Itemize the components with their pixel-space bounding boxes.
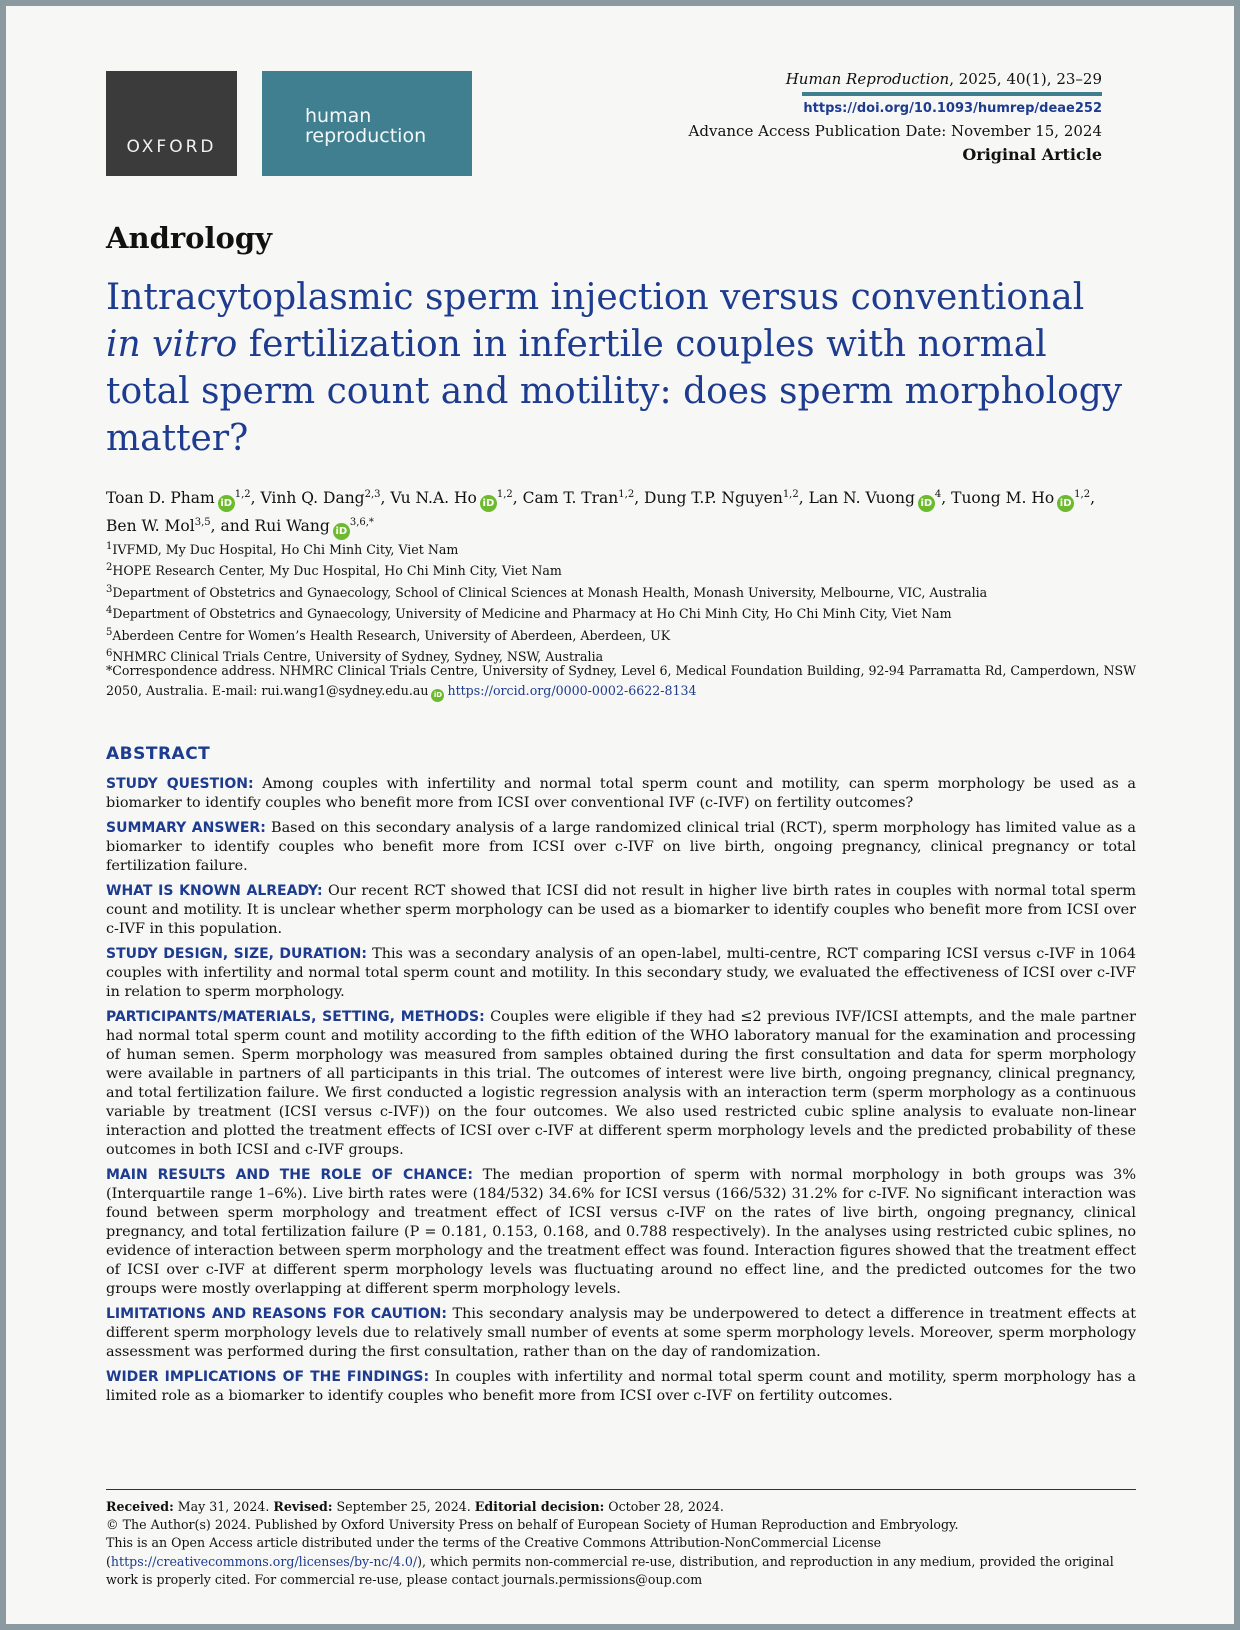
- journal-logo-line1: human: [305, 105, 372, 127]
- journal-citation: Human Reproduction, 2025, 40(1), 23–29: [785, 70, 1102, 88]
- author: Dung T.P. Nguyen$^{1,2}$: [644, 489, 799, 508]
- author: Ben W. Mol$^{3,5}$: [106, 517, 211, 536]
- copyright: © The Author(s) 2024. Published by Oxford University Press on behalf of European Society of Human Reproduction and Embryology.: [106, 1517, 959, 1533]
- abstract-paragraph: LIMITATIONS AND REASONS FOR CAUTION: This secondary analysis may be underpowered to detect a difference in treatment effects at different sperm morphology levels due to relatively small number of events at some sperm morphology levels. Moreover, sperm morphology assessment was performed during the first consultation, rather than on the day of randomization.: [106, 1306, 1137, 1360]
- abstract-paragraph: SUMMARY ANSWER: Based on this secondary analysis of a large randomized clinical trial (RCT), sperm morphology has limited value as a biomarker to identify couples who benefit more from ICSI over c-IVF on live birth, ongoing pregnancy, clinical pregnancy or total fertilization failure.: [106, 820, 1137, 874]
- author: Cam T. Tran$^{1,2}$: [522, 489, 635, 508]
- license: This is an Open Access article distributed under the terms of the Creative Commons Attribution-NonCommercial License (https://creativecommons.org/licenses/by-nc/4.0/), which permits non-commercial re-use, distribution, and reproduction in any medium, provided the original work is properly cited. For commercial re-use, please contact journals.permissions@oup.com: [106, 1535, 1114, 1587]
- affiliation: $^3$Department of Obstetrics and Gynaecology, School of Clinical Sciences at Monash Health, Monash University, Melbourne, VIC, Australia: [106, 583, 988, 600]
- license-link[interactable]: https://creativecommons.org/licenses/by-nc/4.0/: [110, 1553, 418, 1569]
- journal-logo-line2: reproduction: [305, 125, 427, 147]
- section-heading: Andrology: [106, 221, 272, 255]
- abstract-paragraph: PARTICIPANTS/MATERIALS, SETTING, METHODS: Couples were eligible if they had ≤2 previous IVF/ICSI attempts, and the male partner had normal total sperm count and motility according to the fifth edition of the WHO laboratory manual for the examination and processing of human semen. Sperm morphology was measured from samples obtained during the first consultation and data for sperm morphology were available in partners of all participants in this trial. The outcomes of interest were live birth, ongoing pregnancy, clinical pregnancy, and total fertilization failure. We first conducted a logistic regression analysis with an interaction term (sperm morphology as a continuous variable by treatment (ICSI versus c-IVF)) on the four outcomes. We also used restricted cubic spline analysis to evaluate non-linear interaction and plotted the treatment effects of ICSI over c-IVF at different sperm morphology levels and the predicted probability of these outcomes in both ICSI and c-IVF groups.: [106, 1009, 1136, 1158]
- orcid-icon[interactable]: iD: [218, 495, 235, 512]
- orcid-icon[interactable]: iD: [918, 495, 935, 512]
- abstract-heading: ABSTRACT: [106, 744, 211, 764]
- affiliation: $^5$Aberdeen Centre for Women’s Health Research, University of Aberdeen, Aberdeen, UK: [106, 626, 671, 643]
- author: Vu N.A. Ho iD$^{1,2}$: [390, 489, 512, 507]
- publication-date: Advance Access Publication Date: November 15, 2024: [688, 122, 1102, 140]
- article-type: Original Article: [962, 145, 1102, 164]
- article-footer: [106, 1489, 1136, 1589]
- author: and Rui Wang $iD^{3,6,*}$: [220, 517, 373, 535]
- abstract-paragraph: STUDY QUESTION: Among couples with infertility and normal total sperm count and motility, can sperm morphology be used as a biomarker to identify couples who benefit more from ICSI over conventional IVF (c-IVF) on fertility outcomes?: [106, 776, 1137, 811]
- abstract-paragraph: WIDER IMPLICATIONS OF THE FINDINGS: In couples with infertility and normal total sperm count and motility, sperm morphology has a limited role as a biomarker to identify couples who benefit more from ICSI over c-IVF on fertility outcomes.: [106, 1369, 1136, 1404]
- journal-info: [642, 68, 1102, 166]
- orcid-icon: iD: [431, 689, 444, 702]
- author: Tuong M. Ho iD$^{1,2}$: [951, 489, 1090, 507]
- orcid-icon[interactable]: iD: [1057, 495, 1074, 512]
- oxford-logo: [106, 71, 237, 176]
- abstract-paragraph: WHAT IS KNOWN ALREADY: Our recent RCT showed that ICSI did not result in higher live birth rates in couples with normal total sperm count and motility. It is unclear whether sperm morphology can be used as a biomarker to identify couples who benefit more from ICSI over c-IVF in this population.: [106, 883, 1137, 937]
- affiliations: [106, 538, 1146, 666]
- affiliation: $^2$HOPE Research Center, My Duc Hospital, Ho Chi Minh City, Viet Nam: [106, 562, 562, 579]
- dates-line: Received: May 31, 2024. Revised: September 25, 2024. Editorial decision: October 28, 2024.: [106, 1499, 724, 1514]
- journal-rule: [802, 92, 1102, 96]
- orcid-icon[interactable]: iD: [333, 523, 350, 540]
- journal-logo: [262, 71, 472, 176]
- article-page: [6, 6, 1234, 1624]
- oxford-logo-text: OXFORD: [126, 137, 217, 157]
- author: Toan D. Pham iD$^{1,2}$: [106, 489, 251, 507]
- abstract-body: [106, 775, 1136, 1412]
- author: Vinh Q. Dang$^{2,3}$: [260, 489, 381, 508]
- affiliation: $^1$IVFMD, My Duc Hospital, Ho Chi Minh City, Viet Nam: [106, 541, 459, 558]
- article-title: Intracytoplasmic sperm injection versus conventional in vitro fertilization in infertile couples with normal total sperm count and motility: does sperm morphology matter?: [106, 277, 1123, 459]
- abstract-paragraph: MAIN RESULTS AND THE ROLE OF CHANCE: The median proportion of sperm with normal morphology in both groups was 3% (Interquartile range 1–6%). Live birth rates were (184/532) 34.6% for ICSI versus (166/532) 31.2% for c-IVF. No significant interaction was found between sperm morphology and treatment effect of ICSI versus c-IVF on the rates of live birth, ongoing pregnancy, clinical pregnancy, and total fertilization failure (P = 0.181, 0.153, 0.168, and 0.788 respectively). In the analyses using restricted cubic splines, no evidence of interaction between sperm morphology and the treatment effect was found. Interaction figures showed that the treatment effect of ICSI over c-IVF at different sperm morphology levels was fluctuating around no effect line, and the predicted outcomes for the two groups were mostly overlapping at different sperm morphology levels.: [106, 1167, 1136, 1297]
- author: Lan N. Vuong $iD^4$: [809, 489, 942, 507]
- author-list: Toan D. Pham iD$^{1,2}$, Vinh Q. Dang$^{2,3}$, Vu N.A. Ho iD$^{1,2}$, Cam T. Tran$^{1,2}$, Dung T.P. Nguyen$^{1,2}$, Lan N. Vuong $iD^4$, Tuong M. Ho iD$^{1,2}$, Ben W. Mol$^{3,5}$, and Rui Wang $iD^{3,6,*}$: [106, 484, 1136, 540]
- doi-link[interactable]: https://doi.org/10.1093/humrep/deae252: [803, 101, 1102, 116]
- orcid-link[interactable]: https://orcid.org/0000-0002-6622-8134: [447, 683, 697, 698]
- abstract-paragraph: STUDY DESIGN, SIZE, DURATION: This was a secondary analysis of an open-label, multi-centre, RCT comparing ICSI versus c-IVF in 1064 couples with infertility and normal total sperm count and motility. In this secondary study, we evaluated the effectiveness of ICSI over c-IVF in relation to sperm morphology.: [106, 946, 1137, 1000]
- correspondence: *Correspondence address. NHMRC Clinical Trials Centre, University of Sydney, Level 6, Medical Foundation Building, 92-94 Parramatta Rd, Camperdown, NSW 2050, Australia. E-mail: rui.wang1@sydney.edu.au iD https://orcid.org/0000-0002-6622-8134: [106, 661, 1146, 702]
- orcid-icon[interactable]: iD: [480, 495, 497, 512]
- affiliation: $^6$NHMRC Clinical Trials Centre, University of Sydney, Sydney, NSW, Australia: [106, 647, 604, 665]
- affiliation: $^4$Department of Obstetrics and Gynaecology, University of Medicine and Pharmacy at Ho Chi Minh City, Ho Chi Minh City, Viet Nam: [106, 605, 952, 622]
